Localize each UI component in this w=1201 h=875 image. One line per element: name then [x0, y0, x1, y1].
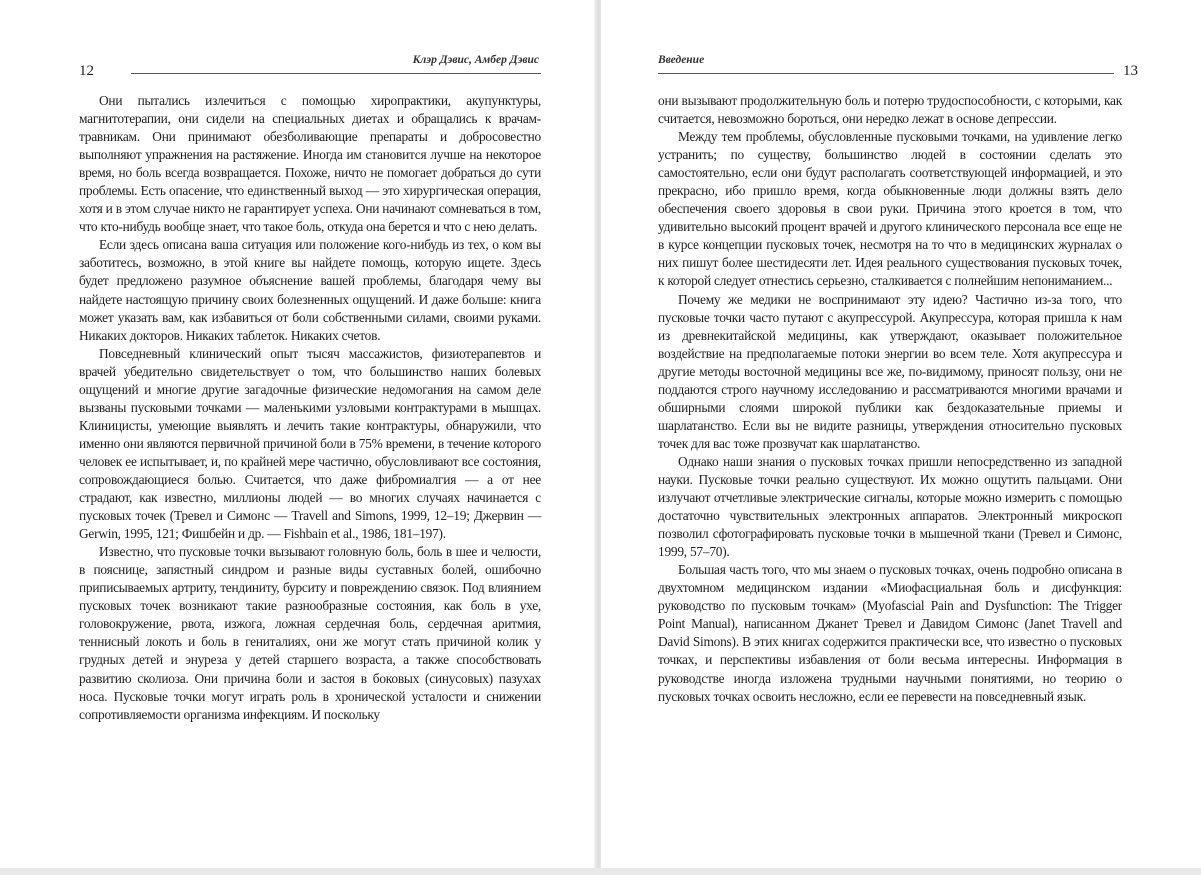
paragraph: Повседневный клинический опыт тысяч массажистов, физиотерапевтов и врачей убедительно свидетельствует о том, что большинство наших болевых ощущений и многие другие загадочные физические недомогания на самом деле вызваны пусковыми точками — маленькими узловыми контрактурами в мышцах. Клиницисты, умеющие выявлять и лечить такие контрактуры, обнаружили, что именно они являются первичной причиной боли в 75% времени, в течение которого человек ее испытывает, и, по крайней мере частично, обусловливают все состояния, сопровождающиеся болью. Считается, что даже фибромиалгия — а от нее страдают, как известно, миллионы людей — во многих случаях начинается с пусковых точек (Тревел и Симонс — Travell and Simons, 1999, 12–19; Джервин — Gerwin, 1995, 121; Фишбейн и др. — Fishbain et al., 1986, 181–197). — [79, 345, 541, 542]
continued-paragraph: они вызывают продолжительную боль и потерю трудоспособности, с которыми, как считается, невозможно бороться, они нередко лежат в основе депрессии. — [658, 93, 1122, 127]
paragraph: Однако наши знания о пусковых точках пришли непосредственно из западной науки. Пусковые точки реально существуют. Их можно ощутить пальцами. Они излучают отчетливые электрические сигналы, которые можно измерить с помощью достаточно чувствительных электронных аппаратов. Электронный микроскоп позволил сфотографировать пусковые точки в мышечной ткани (Тревел и Симонс, 1999, 57–70). — [658, 453, 1122, 560]
header-rule — [658, 73, 1114, 74]
right-page-header — [658, 52, 1138, 78]
page-number: 13 — [1123, 63, 1138, 79]
page-number: 12 — [79, 63, 94, 79]
left-page — [0, 0, 596, 868]
right-page — [601, 0, 1201, 868]
paragraph: Почему же медики не воспринимают эту идею? Частично из-за того, что пусковые точки часто путают с акупрессурой. Акупрессура, которая пришла к нам из древнекитайской медицины, как утверждают, оказывает положительное воздействие на предполагаемые потоки энергии во всем теле. Хотя акупрессура и другие методы восточной медицины все же, по-видимому, приносят пользу, они не поддаются строго научному исследованию и рассматриваются многими врачами и обширными слоями широкой публики как бездоказательные приемы и шарлатанство. Если вы не видите разницы, утверждения относительно пусковых точек для вас тоже прозвучат как шарлатанство. — [658, 291, 1122, 451]
paragraph: Если здесь описана ваша ситуация или положение кого-нибудь из тех, о ком вы заботитесь, возможно, в этой книге вы найдете помощь, которую ищете. Здесь будет предложено разумное объяснение вашей проблемы, благодаря чему вы найдете настоящую причину своих болезненных ощущений. И даже больше: книга может указать вам, как избавиться от боли собственными силами, своими руками. Никаких докторов. Никаких таблеток. Никаких счетов. — [79, 237, 541, 343]
running-head: Введение — [658, 54, 705, 66]
right-page-body — [658, 92, 1122, 706]
running-head: Клэр Дэвис, Амбер Дэвис — [412, 54, 539, 66]
header-rule — [131, 73, 541, 74]
paragraph: Они пытались излечиться с помощью хиропрактики, акупунктуры, магнитотерапии, они сидели на специальных диетах и обращались к врачам-травникам. Они принимают обезболивающие препараты и добросовестно выполняют упражнения на растяжение. Иногда им становится лучше на некоторое время, но боль всегда возвращается. Похоже, ничто не помогает добраться до сути проблемы. Есть опасение, что единственный выход — это хирургическая операция, хотя и в этом случае никто не гарантирует успеха. Они начинают сомневаться в том, что кто-нибудь вообще знает, что такое боль, откуда она берется и что с нею делать. — [79, 93, 541, 235]
left-page-header — [79, 52, 541, 78]
paragraph: Между тем проблемы, обусловленные пусковыми точками, на удивление легко устранить; по существу, большинство людей в состоянии сделать это самостоятельно, если они будут располагать соответствующей информацией, и это прекрасно, ибо пришло время, когда обыкновенные люди должны взять дело обеспечения своего здоровья в свои руки. Причина этого кроется в том, что удивительно высокий процент врачей и другого клинического персонала все еще не в курсе концепции пусковых точек, несмотря на то что в медицинских журналах о них пишут более шестидесяти лет. Идея реального существования пусковых точек, к которой следует отнестись серьезно, сталкивается с полнейшим непониманием... — [658, 129, 1122, 289]
paragraph: Большая часть того, что мы знаем о пусковых точках, очень подробно описана в двухтомном медицинском издании «Миофасциальная боль и дисфункция: руководство по пусковым точкам» (Myofascial Pain and Dysfunction: The Trigger Point Manual), написанном Джанет Тревел и Давидом Симонс (Janet Travell and David Simons). В этих книгах содержится практически все, что известно о пусковых точках, и перспективы избавления от боли весьма интересны. Информация в руководстве иногда изложена трудными научными понятиями, но теорию о пусковых точках освоить несложно, если ее перевести на повседневный язык. — [658, 562, 1122, 704]
paragraph: Известно, что пусковые точки вызывают головную боль, боль в шее и челюсти, в пояснице, запястный синдром и разные виды суставных болей, ошибочно приписываемых артриту, тендиниту, бурситу и повреждению связок. Под влиянием пусковых точек возникают такие разнообразные состояния, как боль в ухе, головокружение, рвота, изжога, ложная сердечная боль, сердечная аритмия, теннисный локоть и боль в гениталиях, они же могут стать причиной колик у грудных детей и энуреза у детей старшего возраста, а также способствовать развитию сколиоза. Они причина боли и застоя в боковых (синусовых) пазухах носа. Пусковые точки могут играть роль в хронической усталости и снижении сопротивляемости организма инфекциям. И поскольку — [79, 544, 541, 722]
left-page-body — [79, 92, 541, 724]
